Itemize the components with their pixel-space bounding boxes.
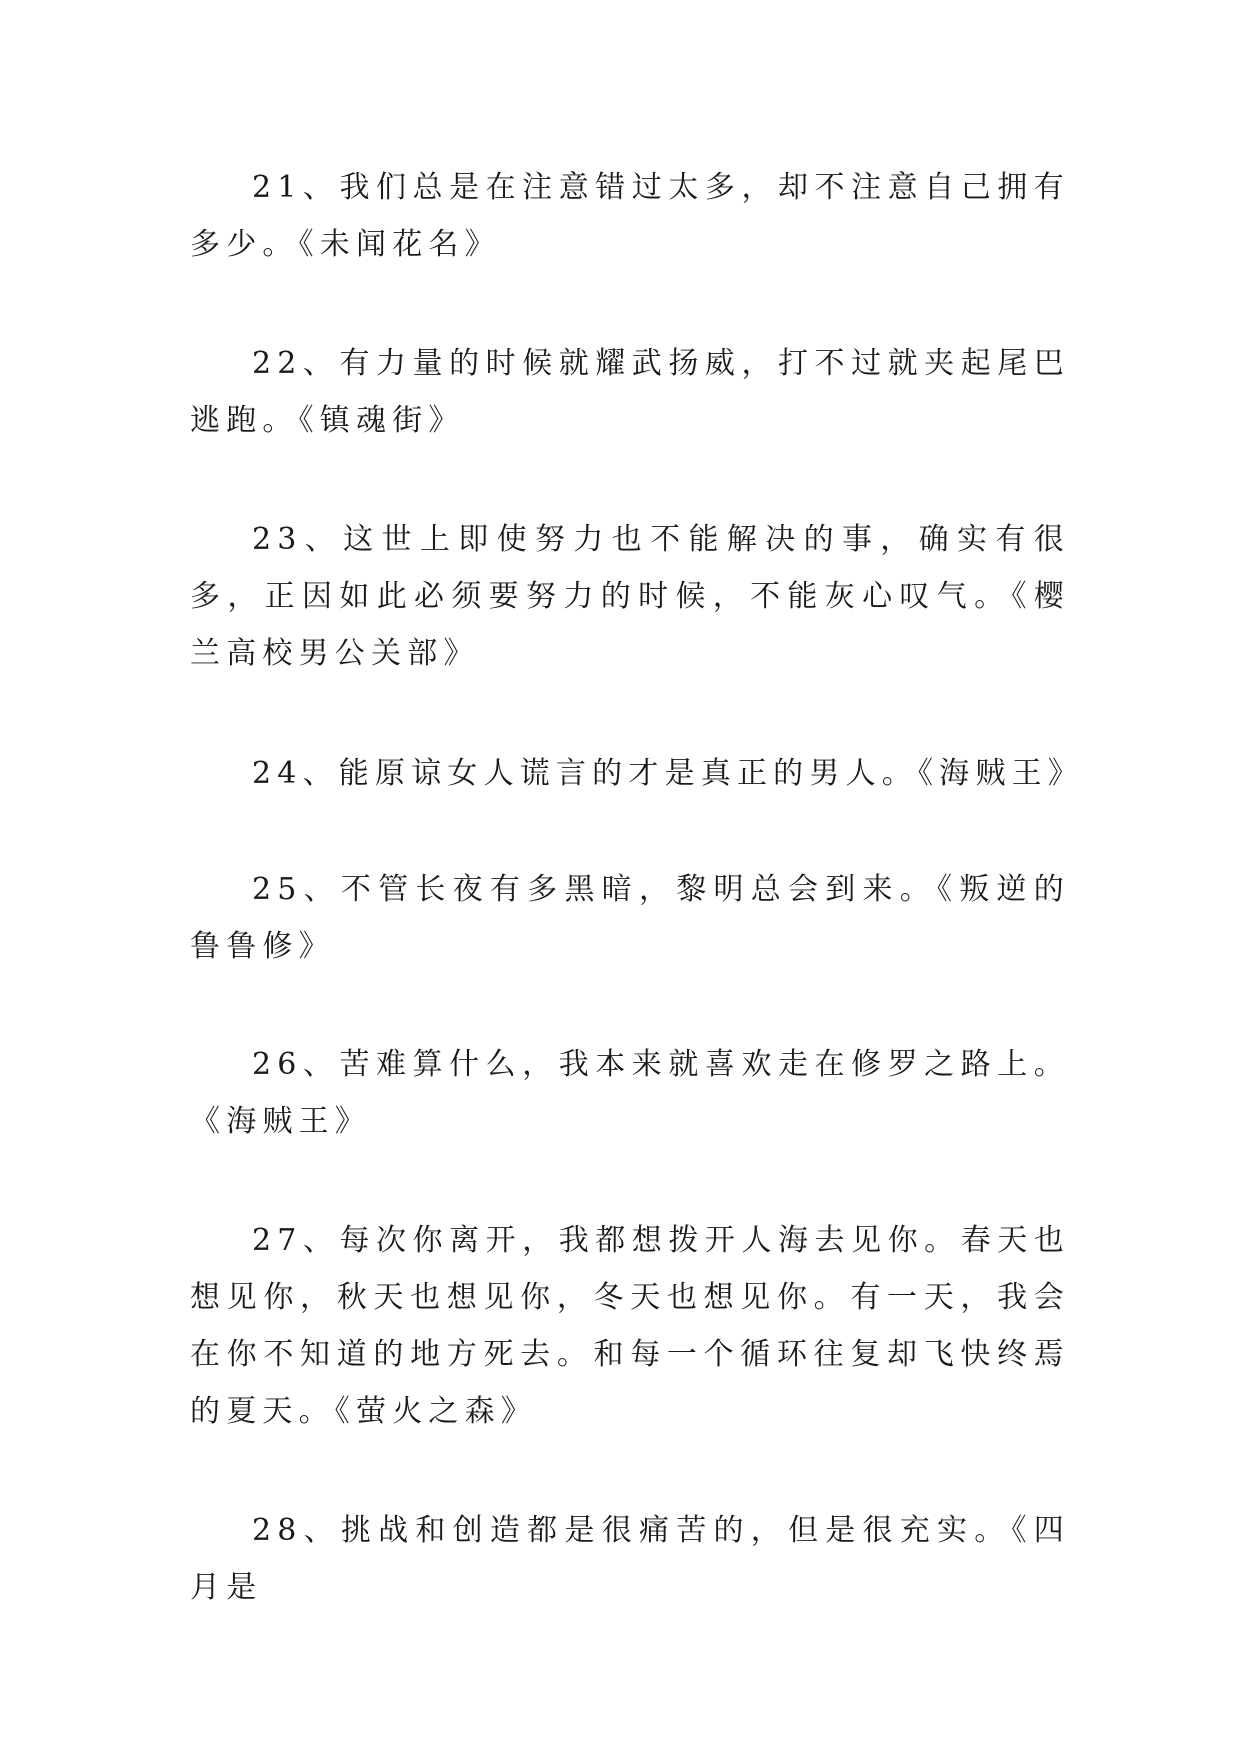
quote-26: 26、苦难算什么，我本来就喜欢走在修罗之路上。《海贼王》: [190, 1047, 1070, 1139]
quote-25: 25、不管长夜有多黑暗，黎明总会到来。《叛逆的鲁鲁修》: [190, 872, 1070, 964]
quote-27: 27、每次你离开，我都想拨开人海去见你。春天也想见你，秋天也想见你，冬天也想见你。有一天，我会在你不知道的地方死去。和每一个循环往复却飞快终焉的夏天。《萤火之森》: [190, 1223, 1070, 1429]
quote-28: 28、挑战和创造都是很痛苦的，但是很充实。《四月是: [190, 1513, 1070, 1605]
quote-23: 23、这世上即使努力也不能解决的事，确实有很多，正因如此必须要努力的时候，不能灰心叹气。《樱兰高校男公关部》: [190, 522, 1070, 671]
quote-21: 21、我们总是在注意错过太多，却不注意自己拥有多少。《未闻花名》: [190, 170, 1070, 262]
quote-22: 22、有力量的时候就耀武扬威，打不过就夹起尾巴逃跑。《镇魂街》: [190, 346, 1070, 438]
quote-24: 24、能原谅女人谎言的才是真正的男人。《海贼王》: [252, 756, 1084, 791]
